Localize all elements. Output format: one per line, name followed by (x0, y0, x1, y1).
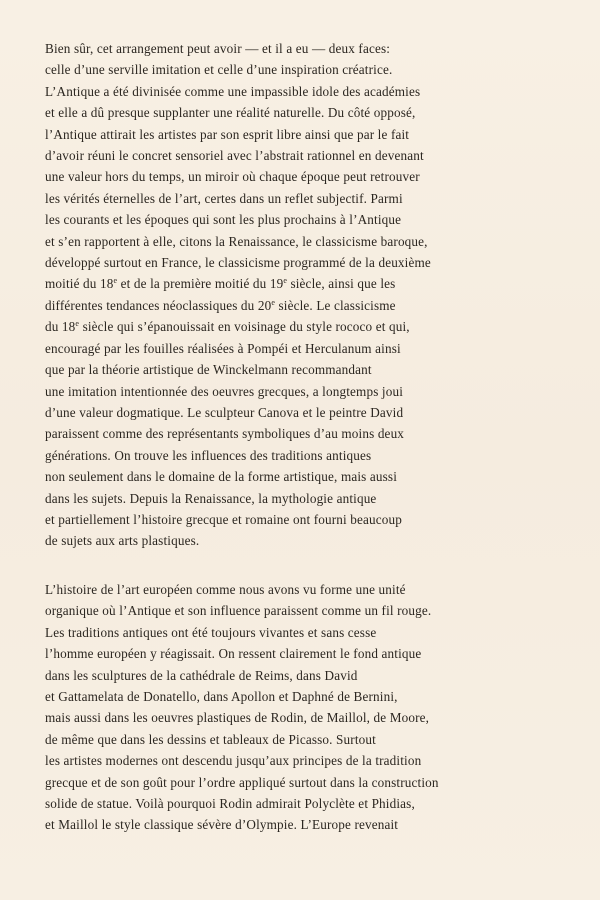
paragraph-1 (45, 38, 585, 552)
text-line: dans les sujets. Depuis la Renaissance, la mythologie antique (45, 490, 377, 506)
text-fragment: du 18 (45, 319, 76, 335)
superscript: e (75, 319, 80, 329)
text-line: générations. On trouve les influences des traditions antiques (45, 447, 372, 463)
text-line: d’avoir réuni le concret sensoriel avec l’abstrait rationnel en devenant (45, 148, 424, 164)
text-line: une valeur hors du temps, un miroir où chaque époque peut retrouver (45, 169, 420, 185)
paragraph-2 (45, 579, 585, 836)
text-fragment: et de la première moitié du 19 (117, 276, 284, 292)
text-line: et Gattamelata de Donatello, dans Apollon et Daphné de Bernini, (45, 689, 398, 705)
text-line: et Maillol le style classique sévère d’Olympie. L’Europe revenait (45, 817, 399, 833)
text-fragment: moitié du 18 (45, 276, 114, 292)
text-line: et s’en rapportent à elle, citons la Renaissance, le classicisme baroque, (45, 233, 428, 249)
text-line: Bien sûr, cet arrangement peut avoir — et il a eu — deux faces: (45, 41, 391, 56)
text-line: mais aussi dans les oeuvres plastiques de Rodin, de Maillol, de Moore, (45, 710, 430, 726)
text-line: encouragé par les fouilles réalisées à Pompéi et Herculanum ainsi (45, 340, 401, 356)
text-line: organique où l’Antique et son influence paraissent comme un fil rouge. (45, 603, 432, 619)
text-line: l’homme européen y réagissait. On ressent clairement le fond antique (45, 646, 422, 662)
text-line: que par la théorie artistique de Winckelmann recommandant (45, 362, 372, 378)
text-fragment: siècle. Le classicisme (275, 297, 396, 313)
text-line: une imitation intentionnée des oeuvres grecques, a longtemps joui (45, 383, 404, 399)
text-line (45, 295, 585, 316)
text-line: grecque et de son goût pour l’ordre appliqué surtout dans la construction (45, 774, 439, 790)
text-line: paraissent comme des représentants symboliques d’au moins deux (45, 426, 405, 442)
superscript: e (113, 276, 118, 286)
text-line: développé surtout en France, le classicisme programmé de la deuxième (45, 255, 431, 271)
text-line (45, 316, 585, 337)
text-line: d’une valeur dogmatique. Le sculpteur Canova et le peintre David (45, 404, 404, 420)
text-line: non seulement dans le domaine de la forme artistique, mais aussi (45, 469, 398, 485)
text-fragment: siècle, ainsi que les (287, 276, 396, 292)
text-fragment: siècle qui s’épanouissait en voisinage du style rococo et qui, (79, 319, 410, 335)
text-line: et partiellement l’histoire grecque et romaine ont fourni beaucoup (45, 511, 403, 527)
text-line: les vérités éternelles de l’art, certes dans un reflet subjectif. Parmi (45, 190, 403, 206)
text-line: de sujets aux arts plastiques. (45, 533, 200, 549)
text-line: celle d’une serville imitation et celle d’une inspiration créatrice. (45, 62, 393, 78)
text-fragment: différentes tendances néoclassiques du 20 (45, 297, 272, 313)
superscript: e (283, 276, 288, 286)
text-line: l’Antique attirait les artistes par son esprit libre ainsi que par le fait (45, 126, 410, 142)
text-line: L’histoire de l’art européen comme nous avons vu forme une unité (45, 582, 406, 597)
text-line (45, 273, 585, 294)
text-line: solide de statue. Voilà pourquoi Rodin admirait Polyclète et Phidias, (45, 796, 415, 812)
text-line: Les traditions antiques ont été toujours vivantes et sans cesse (45, 624, 377, 640)
text-line: les courants et les époques qui sont les plus prochains à l’Antique (45, 212, 402, 228)
text-line: et elle a dû presque supplanter une réalité naturelle. Du côté opposé, (45, 105, 416, 121)
text-line: dans les sculptures de la cathédrale de Reims, dans David (45, 667, 358, 683)
text-line: les artistes modernes ont descendu jusqu’aux principes de la tradition (45, 753, 422, 769)
text-line: de même que dans les dessins et tableaux de Picasso. Surtout (45, 731, 376, 747)
text-line: L’Antique a été divinisée comme une impassible idole des académies (45, 83, 421, 99)
superscript: e (271, 297, 276, 307)
